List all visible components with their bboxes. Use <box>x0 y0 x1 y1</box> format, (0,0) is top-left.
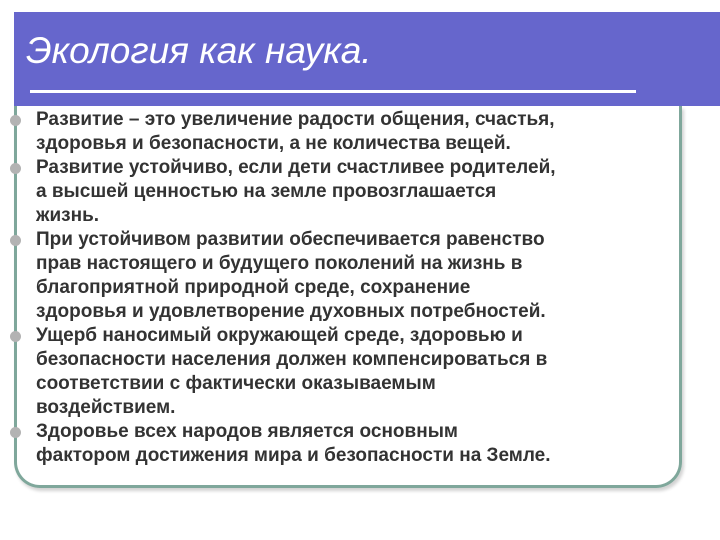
bullet-line: воздействием. <box>36 397 176 418</box>
title-underline <box>30 90 636 93</box>
bullet-dot-icon <box>10 331 21 342</box>
bullet-line: а высшей ценностью на земле провозглашается <box>36 181 497 202</box>
bullet-dot-icon <box>10 115 21 126</box>
bullet-line: Развитие устойчиво, если дети счастливее родителей, <box>36 157 556 178</box>
bullet-line: здоровья и удовлетворение духовных потребностей. <box>36 301 546 322</box>
bullet-line: При устойчивом развитии обеспечивается равенство <box>36 229 545 250</box>
bullet-item <box>10 420 690 468</box>
bullet-line: фактором достижения мира и безопасности на Земле. <box>36 445 551 466</box>
bullet-line: здоровья и безопасности, а не количества вещей. <box>36 133 511 154</box>
bullet-dot-icon <box>10 163 21 174</box>
bullet-line: Ущерб наносимый окружающей среде, здоровью и <box>36 325 523 346</box>
slide-title: Экология как наука. <box>26 30 372 71</box>
bullet-line: жизнь. <box>36 205 100 226</box>
bullet-dot-icon <box>10 427 21 438</box>
bullet-list <box>10 108 690 468</box>
bullet-item <box>10 108 690 156</box>
bullet-line: прав настоящего и будущего поколений на жизнь в <box>36 253 523 274</box>
bullet-item <box>10 228 690 324</box>
bullet-line: безопасности населения должен компенсироваться в <box>36 349 548 370</box>
bullet-dot-icon <box>10 235 21 246</box>
bullet-line: Развитие – это увеличение радости общения, счастья, <box>36 109 555 130</box>
bullet-line: соответствии с фактически оказываемым <box>36 373 436 394</box>
bullet-line: благоприятной природной среде, сохранение <box>36 277 471 298</box>
bullet-item <box>10 324 690 420</box>
bullet-item <box>10 156 690 228</box>
bullet-line: Здоровье всех народов является основным <box>36 421 458 442</box>
